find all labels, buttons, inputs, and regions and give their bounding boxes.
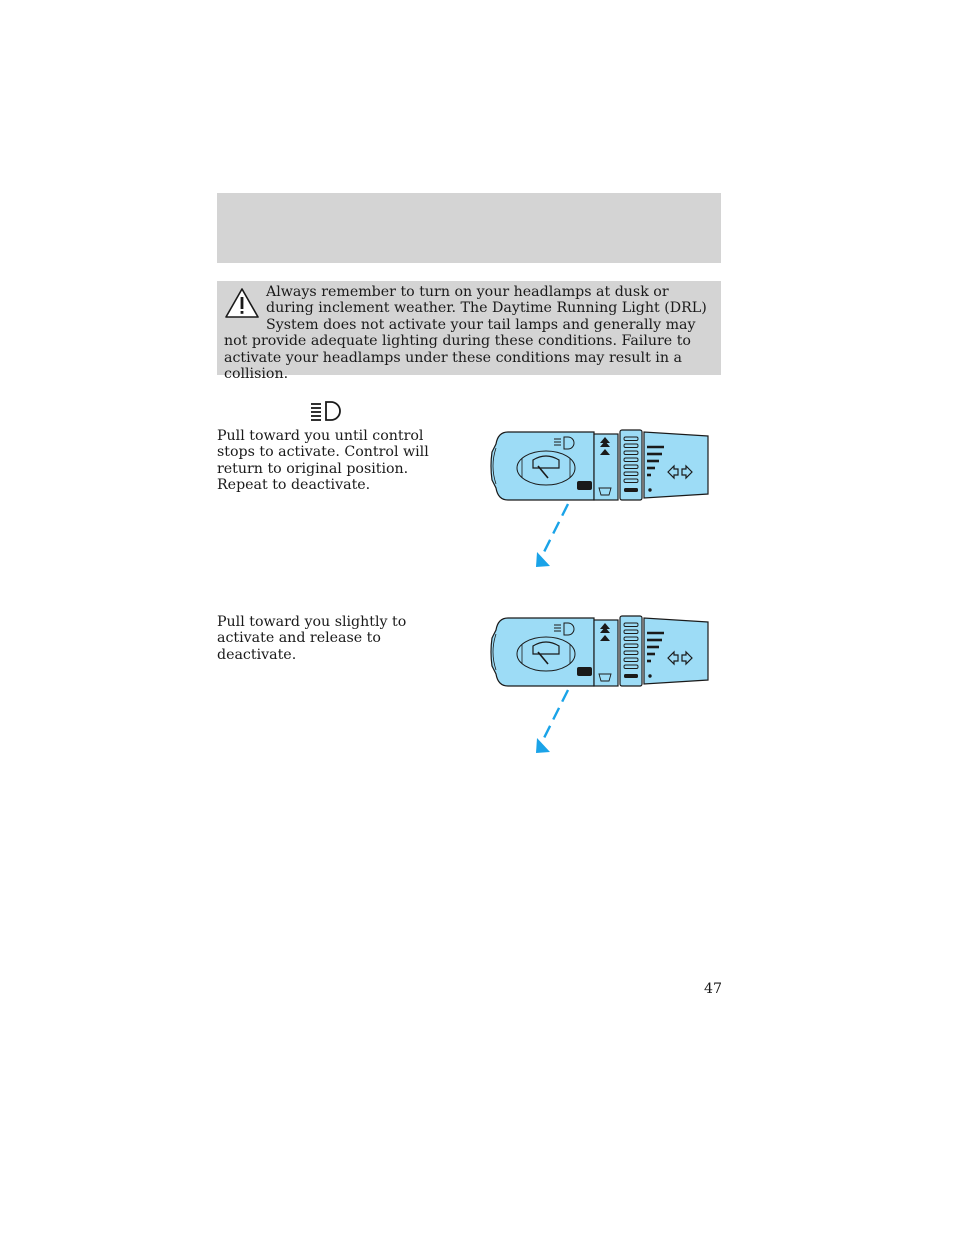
section-header-band — [217, 193, 721, 263]
warning-triangle-icon — [224, 287, 260, 319]
high-beam-icon — [309, 400, 343, 422]
flash-to-pass-instruction: Pull toward you slightly to activate and release to deactivate. — [217, 614, 407, 663]
warning-text: Always remember to turn on your headlamps at dusk or during inclement weather. The Daytime Running Light (DRL) System does not activate your tail lamps and generally may not provide adequate lighting during these conditions. Failure to activate your headlamps under these conditions may result in a collision. — [224, 284, 707, 383]
page-number: 47 — [703, 981, 722, 997]
warning-box — [217, 281, 721, 383]
multifunction-stalk-illustration-high-beam — [488, 428, 710, 568]
wiper-icon — [517, 637, 575, 671]
multifunction-stalk-illustration-flash-to-pass — [488, 614, 710, 754]
high-beam-instruction: Pull toward you until control stops to activate. Control will return to original position. Repeat to deactivate. — [217, 428, 429, 494]
wiper-icon — [517, 451, 575, 485]
